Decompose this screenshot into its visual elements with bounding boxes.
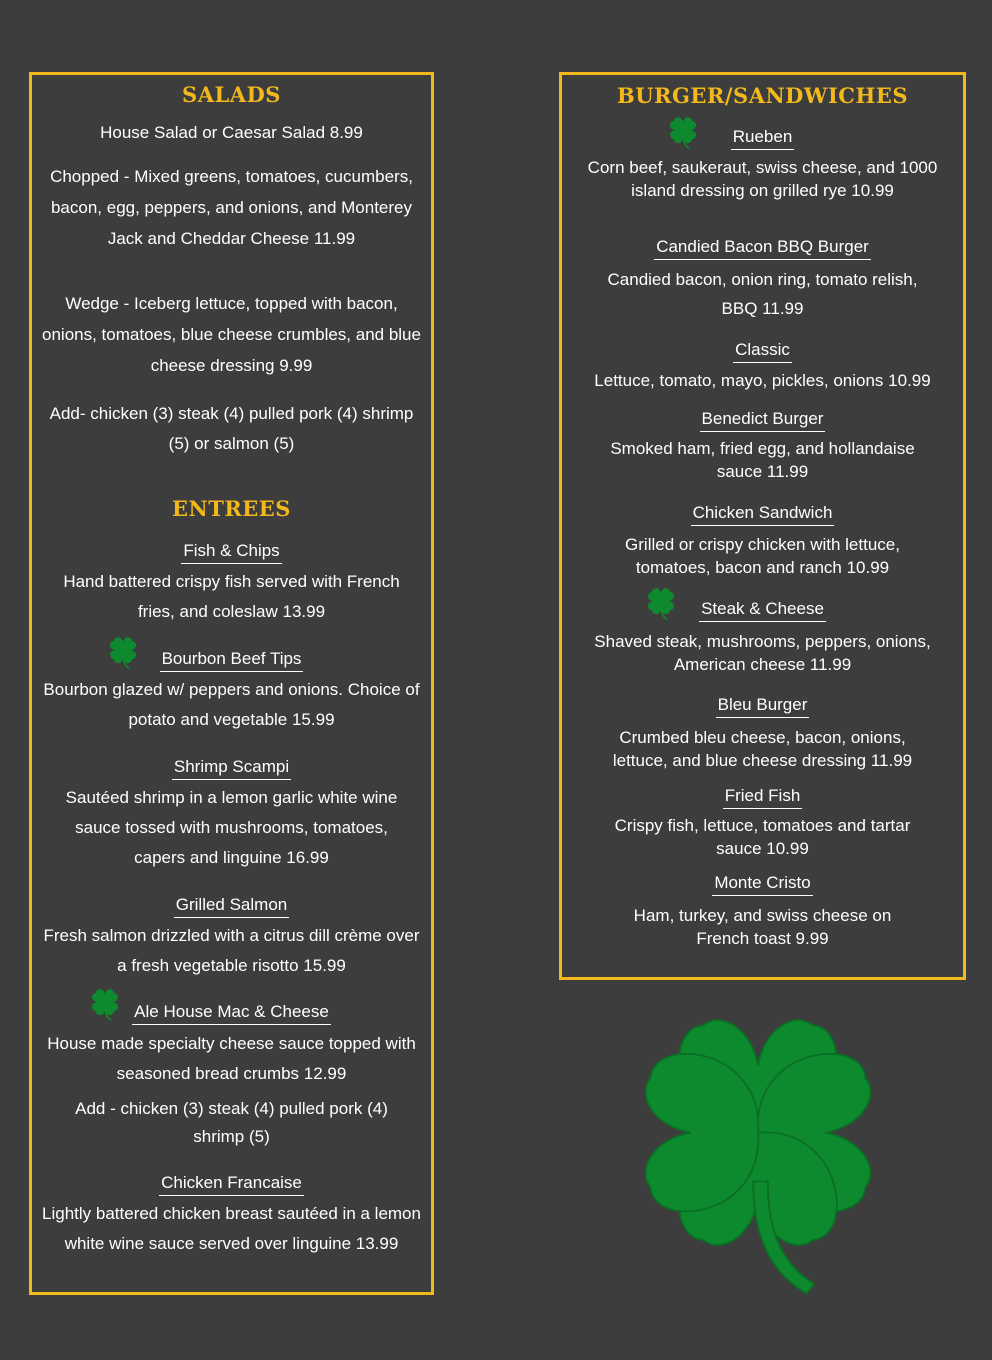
salad-item: Chopped - Mixed greens, tomatoes, cucumbers, bacon, egg, peppers, and onions, and Monterey Jack and Cheddar Cheese 11.99 <box>50 167 413 248</box>
salad-item: Wedge - Iceberg lettuce, topped with bacon, onions, tomatoes, blue cheese crumbles, and blue cheese dressing 9.99 <box>42 294 421 375</box>
sandwich-desc: Lettuce, tomato, mayo, pickles, onions 10.99 <box>594 371 931 390</box>
entree-desc: Sautéed shrimp in a lemon garlic white wine sauce tossed with mushrooms, tomatoes, capers and linguine 16.99 <box>65 788 398 867</box>
sandwich-name: Chicken Sandwich <box>562 503 963 526</box>
entree-desc: Fresh salmon drizzled with a citrus dill crème over a fresh vegetable risotto 15.99 <box>43 926 420 975</box>
entree-desc: Bourbon glazed w/ peppers and onions. Choice of potato and vegetable 15.99 <box>43 680 420 729</box>
burger-sandwiches-panel <box>559 72 966 980</box>
sandwich-desc: Shaved steak, mushrooms, peppers, onions, American cheese 11.99 <box>594 632 931 674</box>
sandwich-name: Monte Cristo <box>562 873 963 896</box>
sandwich-name: Rueben <box>562 127 963 150</box>
sandwich-desc: Crumbed bleu cheese, bacon, onions, lettuce, and blue cheese dressing 11.99 <box>612 728 913 770</box>
entree-desc: Lightly battered chicken breast sautéed in a lemon white wine sauce served over linguine 13.99 <box>42 1204 421 1253</box>
sandwich-desc: Corn beef, saukeraut, swiss cheese, and 1000 island dressing on grilled rye 10.99 <box>587 158 938 200</box>
sandwich-desc: Ham, turkey, and swiss cheese on French toast 9.99 <box>633 906 892 948</box>
entree-name: Fish & Chips <box>32 541 431 564</box>
sandwich-desc: Candied bacon, onion ring, tomato relish, BBQ 11.99 <box>607 270 918 318</box>
sandwich-name: Fried Fish <box>562 786 963 809</box>
salad-addons: Add- chicken (3) steak (4) pulled pork (4) shrimp (5) or salmon (5) <box>49 404 414 453</box>
entree-name: Chicken Francaise <box>32 1173 431 1196</box>
sandwich-desc: Grilled or crispy chicken with lettuce, tomatoes, bacon and ranch 10.99 <box>625 535 900 577</box>
salad-item: House Salad or Caesar Salad 8.99 <box>100 123 363 142</box>
sandwich-name: Classic <box>562 340 963 363</box>
entree-desc: Hand battered crispy fish served with French fries, and coleslaw 13.99 <box>63 572 400 621</box>
entree-desc: House made specialty cheese sauce topped with seasoned bread crumbs 12.99 <box>47 1034 416 1083</box>
entree-name: Shrimp Scampi <box>32 757 431 780</box>
entrees-heading: ENTREES <box>172 496 291 521</box>
sandwich-name: Bleu Burger <box>562 695 963 718</box>
entree-name: Bourbon Beef Tips <box>32 649 431 672</box>
entree-name: Grilled Salmon <box>32 895 431 918</box>
four-leaf-clover-icon <box>636 1010 880 1304</box>
sandwich-name: Steak & Cheese <box>562 599 963 622</box>
sandwich-desc: Crispy fish, lettuce, tomatoes and tartar sauce 10.99 <box>614 816 911 858</box>
burgers-heading: BURGER/SANDWICHES <box>616 83 909 108</box>
salads-heading: SALADS <box>182 82 281 107</box>
salads-entrees-panel <box>29 72 434 1295</box>
entree-name: Ale House Mac & Cheese <box>32 1002 431 1025</box>
sandwich-desc: Smoked ham, fried egg, and hollandaise sauce 11.99 <box>610 439 915 481</box>
entree-addons: Add - chicken (3) steak (4) pulled pork (4) shrimp (5) <box>75 1099 388 1146</box>
sandwich-name: Candied Bacon BBQ Burger <box>562 237 963 260</box>
sandwich-name: Benedict Burger <box>562 409 963 432</box>
